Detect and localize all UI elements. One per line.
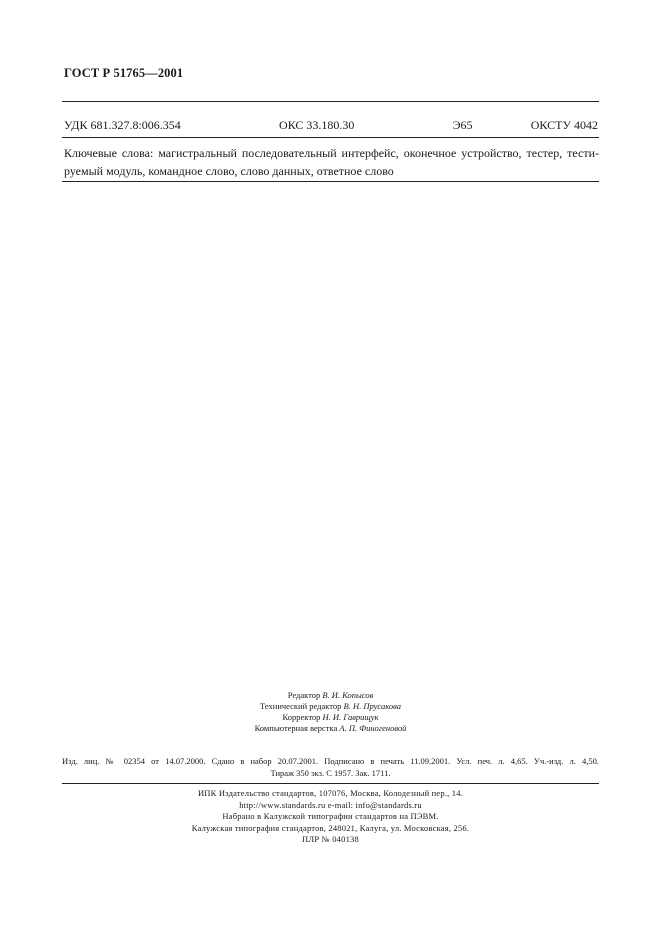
okstu-code: ОКСТУ 4042 bbox=[530, 118, 598, 132]
layout-label: Компьютерная верстка bbox=[254, 723, 338, 733]
editor-line bbox=[0, 690, 661, 701]
tech-editor-label: Технический редактор bbox=[260, 701, 342, 711]
proofreader-line bbox=[0, 712, 661, 723]
keywords-paragraph bbox=[64, 144, 599, 180]
publication-info bbox=[62, 756, 599, 779]
publication-line-2: Тираж 350 экз. С 1957. Зак. 1711. bbox=[270, 767, 391, 778]
tech-editor-name: В. Н. Прусакова bbox=[343, 701, 401, 711]
printing-line-5: ПЛР № 040138 bbox=[302, 834, 359, 844]
keywords-line-2: руемый модуль, командное слово, слово данных, ответное слово bbox=[64, 164, 394, 178]
layout-line bbox=[0, 723, 661, 734]
divider-bottom bbox=[62, 181, 599, 182]
layout-name: А. П. Финогеновой bbox=[339, 723, 407, 733]
divider-middle bbox=[62, 137, 599, 138]
printing-line-2: http://www.standards.ru e-mail: info@standards.ru bbox=[239, 799, 422, 810]
udk-code: УДК 681.327.8:006.354 bbox=[64, 118, 181, 132]
editor-name: В. И. Копысов bbox=[322, 690, 374, 700]
proofreader-name: Н. И. Гаврищук bbox=[322, 712, 379, 722]
divider-top bbox=[62, 101, 599, 102]
standard-code: ГОСТ Р 51765—2001 bbox=[64, 66, 184, 80]
printing-line-4: Калужская типография стандартов, 248021, Калуга, ул. Московская, 256. bbox=[191, 822, 470, 833]
printing-line-1: ИПК Издательство стандартов, 107076, Москва, Колодезный пер., 14. bbox=[197, 788, 464, 798]
proofreader-label: Корректор bbox=[282, 712, 321, 722]
printing-info bbox=[0, 788, 661, 846]
divider-footer bbox=[62, 783, 599, 784]
oks-code: ОКС 33.180.30 bbox=[279, 118, 355, 132]
group-code: Э65 bbox=[452, 118, 473, 132]
keywords-line-1: Ключевые слова: магистральный последовательный интерфейс, оконечное устройство, тестер, тести- bbox=[64, 146, 599, 160]
tech-editor-line bbox=[0, 701, 661, 712]
classification-row bbox=[64, 118, 598, 133]
publication-line-1: Изд. лиц. № 02354 от 14.07.2000. Сдано в набор 20.07.2001. Подписано в печать 11.09.2001. Усл. печ. л. 4,65. Уч.-изд. л. 4,50. bbox=[62, 756, 599, 766]
credits-block bbox=[0, 690, 661, 734]
editor-label: Редактор bbox=[287, 690, 321, 700]
printing-line-3: Набрано в Калужской типографии стандартов на ПЭВМ. bbox=[222, 811, 439, 821]
